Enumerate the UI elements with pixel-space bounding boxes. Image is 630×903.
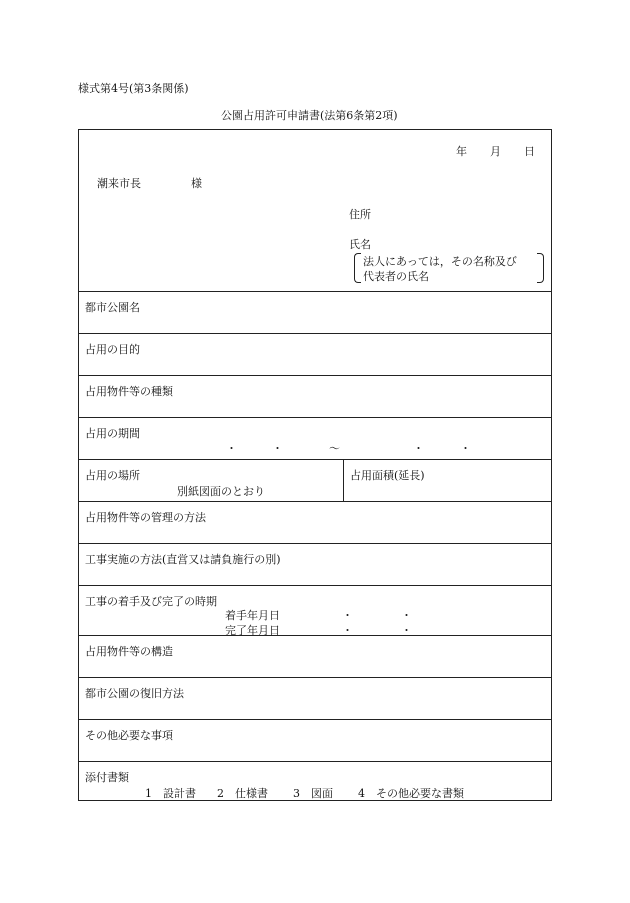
row-item-type xyxy=(79,375,551,418)
end-date-dot-1: ・ xyxy=(342,624,353,637)
period-label: 占用の期間 xyxy=(85,427,140,440)
location-area-divider xyxy=(343,460,344,502)
addressee-name: 潮来市長 xyxy=(97,177,141,190)
period-tilde: ～ xyxy=(329,442,340,455)
row-location xyxy=(79,459,551,502)
location-value: 別紙図面のとおり xyxy=(177,485,265,498)
attachments-label: 添付書類 xyxy=(85,771,129,784)
attachment-item-4: 4 その他必要な書類 xyxy=(358,787,464,800)
row-restoration xyxy=(79,677,551,720)
form-number: 様式第4号(第3条関係) xyxy=(78,82,189,95)
start-date-dot-2: ・ xyxy=(401,609,412,622)
corporate-note-line2: 代表者の氏名 xyxy=(363,270,429,283)
date-day-label: 日 xyxy=(524,145,535,158)
work-method-label: 工事実施の方法(直営又は請負施行の別) xyxy=(85,553,281,566)
addressee-honorific: 様 xyxy=(191,177,202,190)
period-end-dot-1: ・ xyxy=(413,442,424,455)
purpose-label: 占用の目的 xyxy=(85,343,140,356)
restoration-label: 都市公園の復旧方法 xyxy=(85,687,184,700)
row-work-method xyxy=(79,543,551,586)
row-park-name xyxy=(79,291,551,334)
row-other xyxy=(79,719,551,762)
location-label: 占用の場所 xyxy=(85,469,140,482)
period-end-dot-2: ・ xyxy=(460,442,471,455)
row-structure xyxy=(79,635,551,678)
structure-label: 占用物件等の構造 xyxy=(85,645,173,658)
area-label: 占用面積(延長) xyxy=(350,469,425,482)
period-start-dot-2: ・ xyxy=(272,442,283,455)
corporate-note-bracket xyxy=(354,253,544,283)
corporate-note-line1: 法人にあっては，その名称及び xyxy=(363,255,517,268)
row-period xyxy=(79,417,551,460)
work-timing-label: 工事の着手及び完了の時期 xyxy=(85,595,217,608)
management-label: 占用物件等の管理の方法 xyxy=(85,511,206,524)
other-label: その他必要な事項 xyxy=(85,729,173,742)
applicant-address-label: 住所 xyxy=(349,208,371,221)
item-type-label: 占用物件等の種類 xyxy=(85,385,173,398)
date-month-label: 月 xyxy=(490,145,501,158)
attachment-item-2: 2 仕様書 xyxy=(217,787,268,800)
row-work-timing xyxy=(79,585,551,636)
form-title: 公園占用許可申請書(法第6条第2項) xyxy=(221,109,398,122)
attachment-item-3: 3 図面 xyxy=(293,787,333,800)
date-year-label: 年 xyxy=(456,145,467,158)
end-date-dot-2: ・ xyxy=(401,624,412,637)
period-start-dot-1: ・ xyxy=(226,442,237,455)
row-attachments xyxy=(79,761,551,800)
end-date-label: 完了年月日 xyxy=(225,624,280,637)
application-form-table xyxy=(78,129,552,801)
row-management xyxy=(79,501,551,544)
row-purpose xyxy=(79,333,551,376)
applicant-name-label: 氏名 xyxy=(349,238,371,251)
attachment-item-1: 1 設計書 xyxy=(145,787,196,800)
start-date-dot-1: ・ xyxy=(342,609,353,622)
start-date-label: 着手年月日 xyxy=(225,609,280,622)
park-name-label: 都市公園名 xyxy=(85,301,140,314)
